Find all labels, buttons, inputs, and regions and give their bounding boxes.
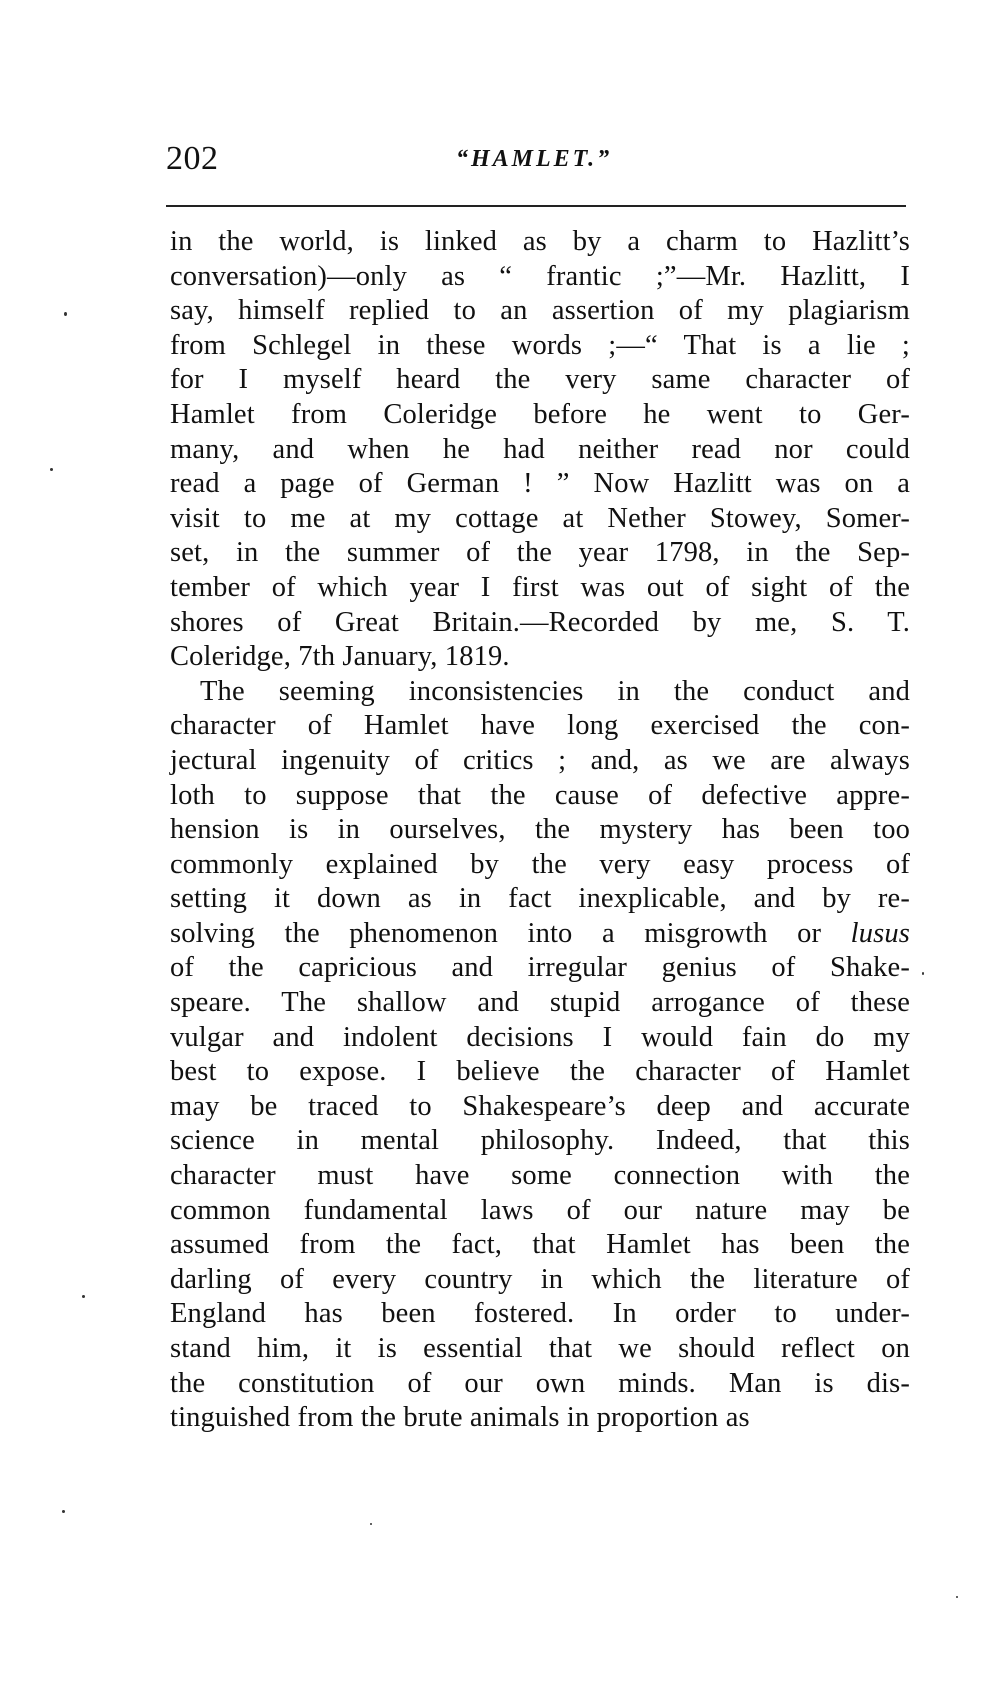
text-line: tember of which year I first was out of sight of the — [170, 571, 910, 603]
body-text — [170, 225, 910, 1436]
text-line: character of Hamlet have long exercised the con- — [170, 710, 910, 742]
text-line: common fundamental laws of our nature may be — [170, 1194, 910, 1226]
scan-speck — [370, 1523, 372, 1525]
text-line: in the world, is linked as by a charm to Hazlitt’s — [170, 226, 910, 257]
text-line: of the capricious and irregular genius of Shake- — [170, 952, 910, 984]
text-line: vulgar and indolent decisions I would fain do my — [170, 1021, 910, 1053]
italic-word: lusus — [850, 917, 910, 949]
text-line: the constitution of our own minds. Man is dis- — [170, 1367, 910, 1399]
header-rule — [166, 205, 906, 207]
text-line: for I myself heard the very same character of — [170, 364, 910, 396]
text-line: many, and when he had neither read nor could — [170, 433, 910, 465]
text-line: jectural ingenuity of critics ; and, as we are always — [170, 744, 910, 776]
text-line: Coleridge, 7th January, 1819. — [170, 641, 510, 673]
text-line: setting it down as in fact inexplicable, and by re- — [170, 883, 910, 915]
text-line: The seeming inconsistencies in the conduct and — [200, 675, 910, 707]
text-line: hension is in ourselves, the mystery has been too — [170, 814, 910, 846]
text-line: may be traced to Shakespeare’s deep and accurate — [170, 1090, 910, 1122]
text-line: speare. The shallow and stupid arrogance of these — [170, 987, 910, 1019]
text-line: assumed from the fact, that Hamlet has been the — [170, 1229, 910, 1261]
text-line: say, himself replied to an assertion of my plagiarism — [170, 295, 910, 327]
text-line: darling of every country in which the literature of — [170, 1263, 910, 1295]
scan-speck — [82, 1295, 85, 1298]
text-line: read a page of German ! ” Now Hazlitt was on a — [170, 468, 910, 500]
text-line: shores of Great Britain.—Recorded by me, S. T. — [170, 606, 910, 638]
scan-speck — [922, 972, 924, 975]
text-line: loth to suppose that the cause of defective appre- — [170, 779, 910, 811]
page-header — [166, 140, 906, 184]
text-line: visit to me at my cottage at Nether Stowey, Somer- — [170, 502, 910, 534]
text-line: England has been fostered. In order to under- — [170, 1298, 910, 1330]
text-line: stand him, it is essential that we should reflect on — [170, 1333, 910, 1364]
text-line: science in mental philosophy. Indeed, that this — [170, 1125, 910, 1157]
text-line: best to expose. I believe the character of Hamlet — [170, 1056, 910, 1088]
text-line: set, in the summer of the year 1798, in the Sep- — [170, 537, 910, 569]
text-line: tinguished from the brute animals in proportion as — [170, 1402, 750, 1434]
text-line: solving the phenomenon into a misgrowth or lusus — [170, 917, 910, 949]
scan-speck — [62, 1510, 65, 1513]
text-line: commonly explained by the very easy process of — [170, 848, 910, 880]
scan-speck — [64, 312, 67, 316]
text-line: Hamlet from Coleridge before he went to Ger- — [170, 398, 910, 430]
scan-speck — [956, 1596, 958, 1598]
page-number: 202 — [166, 140, 219, 177]
text-line: conversation)—only as “ frantic ;”—Mr. Hazlitt, I — [170, 260, 910, 292]
text-line: from Schlegel in these words ;—“ That is a lie ; — [170, 329, 910, 361]
text-line: character must have some connection with the — [170, 1160, 910, 1192]
scan-speck — [50, 468, 53, 471]
running-title: “HAMLET.” — [456, 146, 613, 172]
